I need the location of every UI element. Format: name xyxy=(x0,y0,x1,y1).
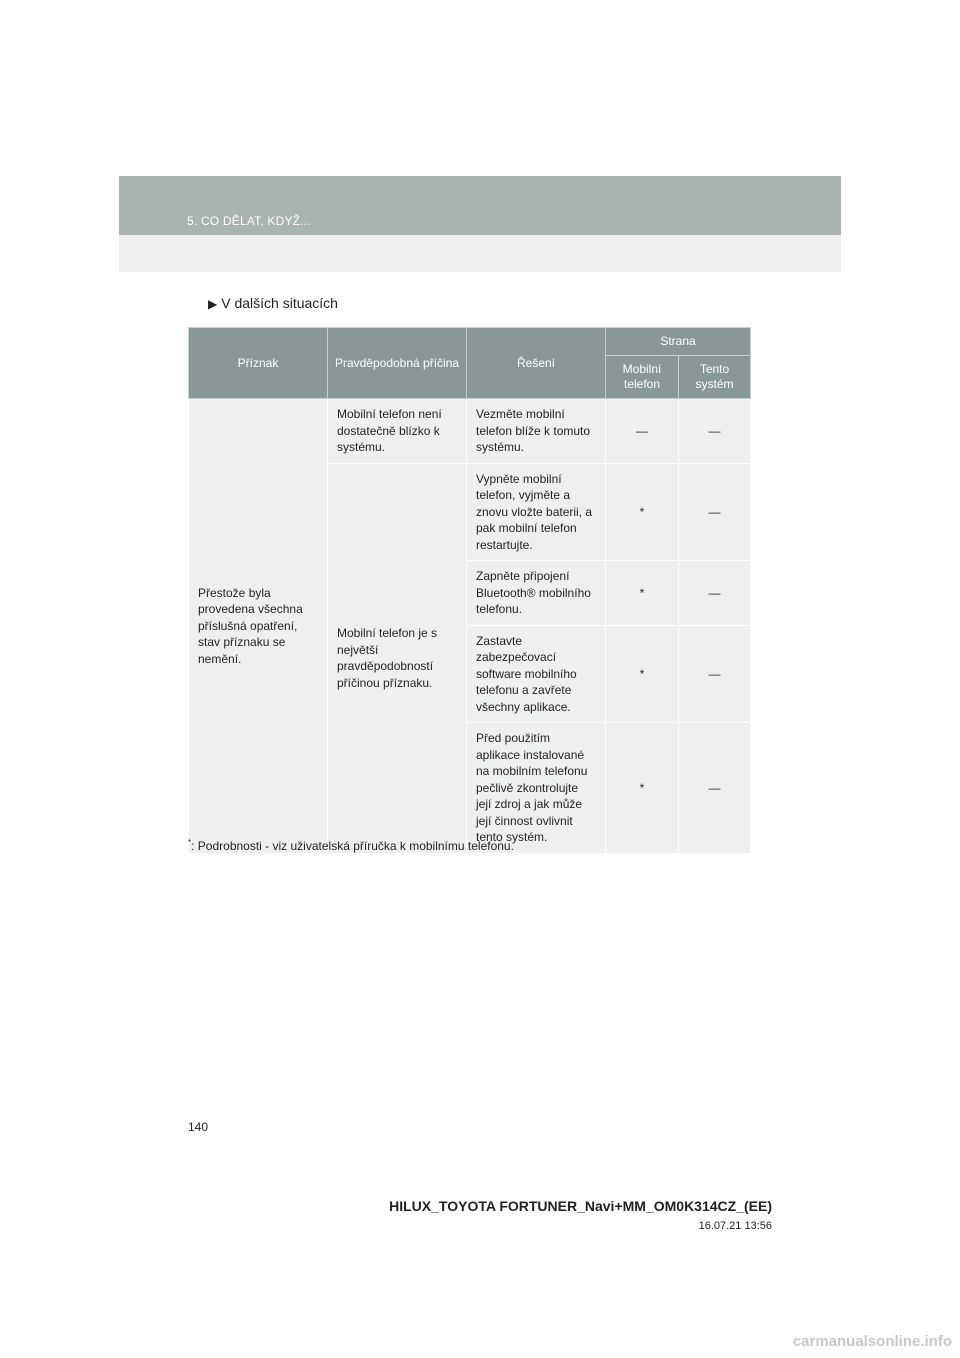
troubleshooting-table xyxy=(188,327,751,854)
document-id: HILUX_TOYOTA FORTUNER_Navi+MM_OM0K314CZ_(EE) xyxy=(389,1198,772,1214)
watermark: carmanualsonline.info xyxy=(792,1333,952,1350)
section-title-text: V dalších situacích xyxy=(221,295,338,311)
phone-mark: * xyxy=(606,463,679,561)
cause-cell: Mobilní telefon není dostatečně blízko k systému. xyxy=(328,399,467,464)
system-mark: — xyxy=(679,463,751,561)
cause-cell: Mobilní telefon je s největší pravděpodobností příčinou příznaku. xyxy=(328,463,467,853)
print-timestamp: 16.07.21 13:56 xyxy=(698,1220,772,1232)
footnote-text: : Podrobnosti - viz uživatelská příručka k mobilnímu telefonu. xyxy=(191,839,514,853)
header-phone: Mobilní telefon xyxy=(606,356,679,399)
phone-mark: * xyxy=(606,625,679,723)
solution-cell: Zastavte zabezpečovací software mobilního telefonu a zavřete všechny aplikace. xyxy=(467,625,606,723)
chapter-header xyxy=(119,176,841,272)
phone-mark: * xyxy=(606,561,679,626)
footnote-mark: * xyxy=(188,838,192,847)
system-mark: — xyxy=(679,625,751,723)
chapter-header-bar xyxy=(119,176,841,235)
solution-cell: Zapněte připojení Bluetooth® mobilního telefonu. xyxy=(467,561,606,626)
header-system: Tento systém xyxy=(679,356,751,399)
triangle-right-icon: ▶ xyxy=(208,297,218,311)
system-mark: — xyxy=(679,723,751,854)
symptom-cell: Přestože byla provedena všechna příslušná opatření, stav příznaku se nemění. xyxy=(189,399,328,854)
header-side: Strana xyxy=(606,328,751,356)
header-symptom: Příznak xyxy=(189,328,328,399)
table-header-row xyxy=(189,328,751,356)
chapter-title: 5. CO DĚLAT, KDYŽ... xyxy=(187,214,311,228)
footnote xyxy=(188,838,514,853)
page-number: 140 xyxy=(188,1120,209,1134)
phone-mark: * xyxy=(606,723,679,854)
header-cause: Pravděpodobná příčina xyxy=(328,328,467,399)
table-row xyxy=(189,399,751,464)
system-mark: — xyxy=(679,399,751,464)
solution-cell: Před použitím aplikace instalované na mobilním telefonu pečlivě zkontrolujte její zdroj a jak může její činnost ovlivnit tento systém. xyxy=(467,723,606,854)
section-title xyxy=(208,295,338,311)
phone-mark: — xyxy=(606,399,679,464)
header-solution: Řešení xyxy=(467,328,606,399)
system-mark: — xyxy=(679,561,751,626)
solution-cell: Vypněte mobilní telefon, vyjměte a znovu vložte baterii, a pak mobilní telefon restartujte. xyxy=(467,463,606,561)
solution-cell: Vezměte mobilní telefon blíže k tomuto systému. xyxy=(467,399,606,464)
